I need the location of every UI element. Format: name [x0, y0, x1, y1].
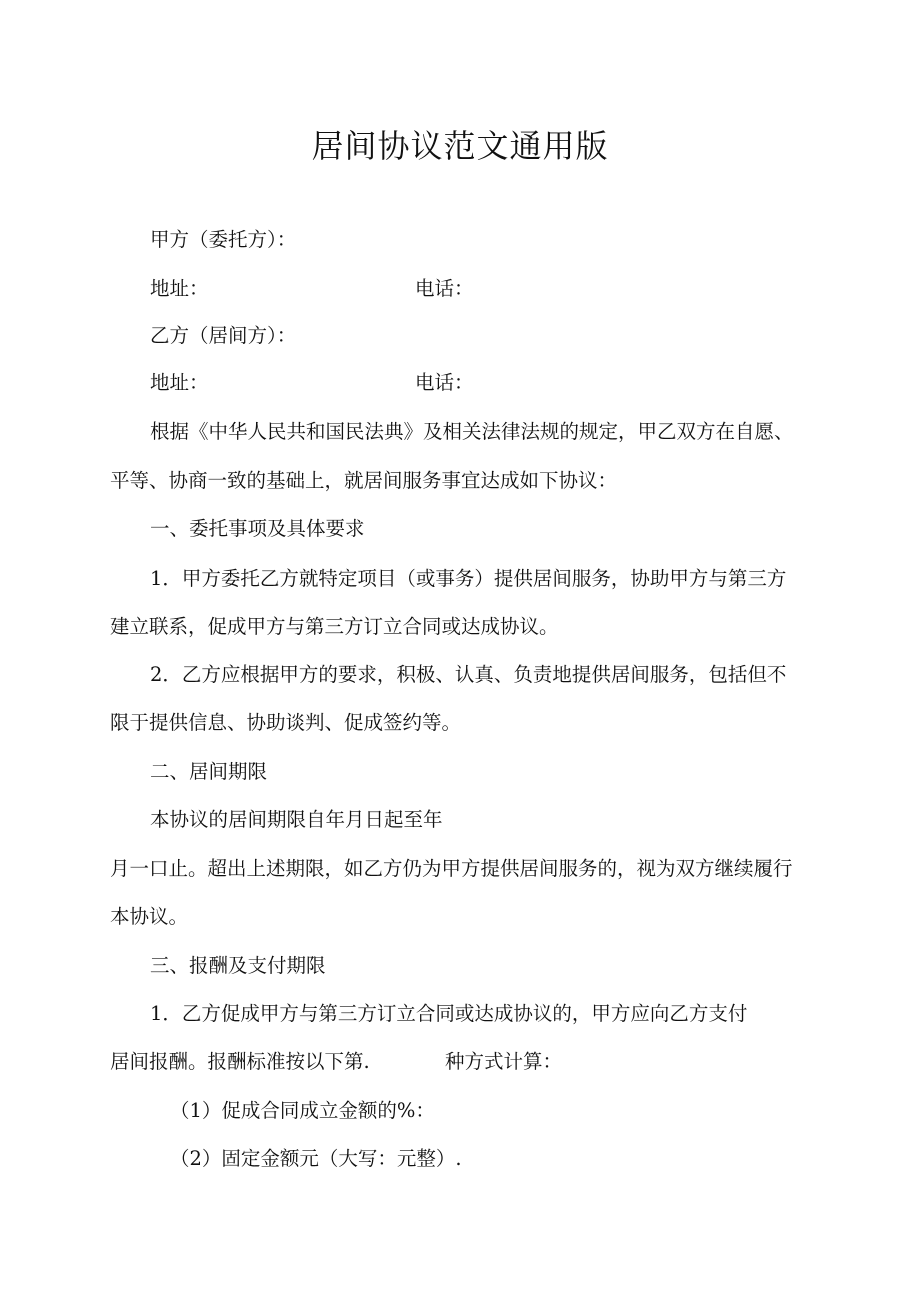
section-2-line-3: 本协议。	[110, 905, 189, 928]
section-2-line-1: 本协议的居间期限自年月日起至年	[150, 808, 443, 831]
section-3-heading: 三、报酬及支付期限	[150, 954, 326, 977]
party-b-label: 乙方（居间方）：	[150, 324, 297, 347]
section-3-item-1-line-2a: 居间报酬。报酬标准按以下第.	[110, 1050, 370, 1073]
preamble-line-1: 根据《中华人民共和国民法典》及相关法律法规的规定，甲乙双方在自愿、	[150, 420, 794, 443]
section-1-heading: 一、委托事项及具体要求	[150, 517, 365, 540]
party-a-address-label: 地址：	[150, 277, 209, 300]
section-1-item-1-line-2: 建立联系，促成甲方与第三方订立合同或达成协议。	[110, 615, 559, 638]
section-3-item-1-line-2b: 种方式计算：	[445, 1050, 563, 1073]
section-3-option-1: （1）促成合同成立金额的%：	[170, 1099, 435, 1122]
party-b-phone-label: 电话：	[415, 371, 474, 394]
section-1-item-1-line-1: 1．甲方委托乙方就特定项目（或事务）提供居间服务，协助甲方与第三方	[150, 567, 787, 590]
section-1-item-2-line-1: 2．乙方应根据甲方的要求，积极、认真、负责地提供居间服务，包括但不	[150, 663, 787, 686]
section-2-heading: 二、居间期限	[150, 760, 268, 783]
section-3-option-2: （2）固定金额元（大写：元整）.	[170, 1147, 462, 1170]
section-2-line-2: 月一口止。超出上述期限，如乙方仍为甲方提供居间服务的，视为双方继续履行	[110, 857, 793, 880]
section-1-item-2-line-2: 限于提供信息、协助谈判、促成签约等。	[110, 711, 462, 734]
section-3-item-1-line-1: 1．乙方促成甲方与第三方订立合同或达成协议的，甲方应向乙方支付	[150, 1002, 748, 1025]
party-a-phone-label: 电话：	[415, 277, 474, 300]
document-title: 居间协议范文通用版	[311, 127, 609, 165]
preamble-line-2: 平等、协商一致的基础上，就居间服务事宜达成如下协议：	[110, 469, 618, 492]
party-a-label: 甲方（委托方）：	[150, 228, 297, 251]
party-b-address-label: 地址：	[150, 371, 209, 394]
